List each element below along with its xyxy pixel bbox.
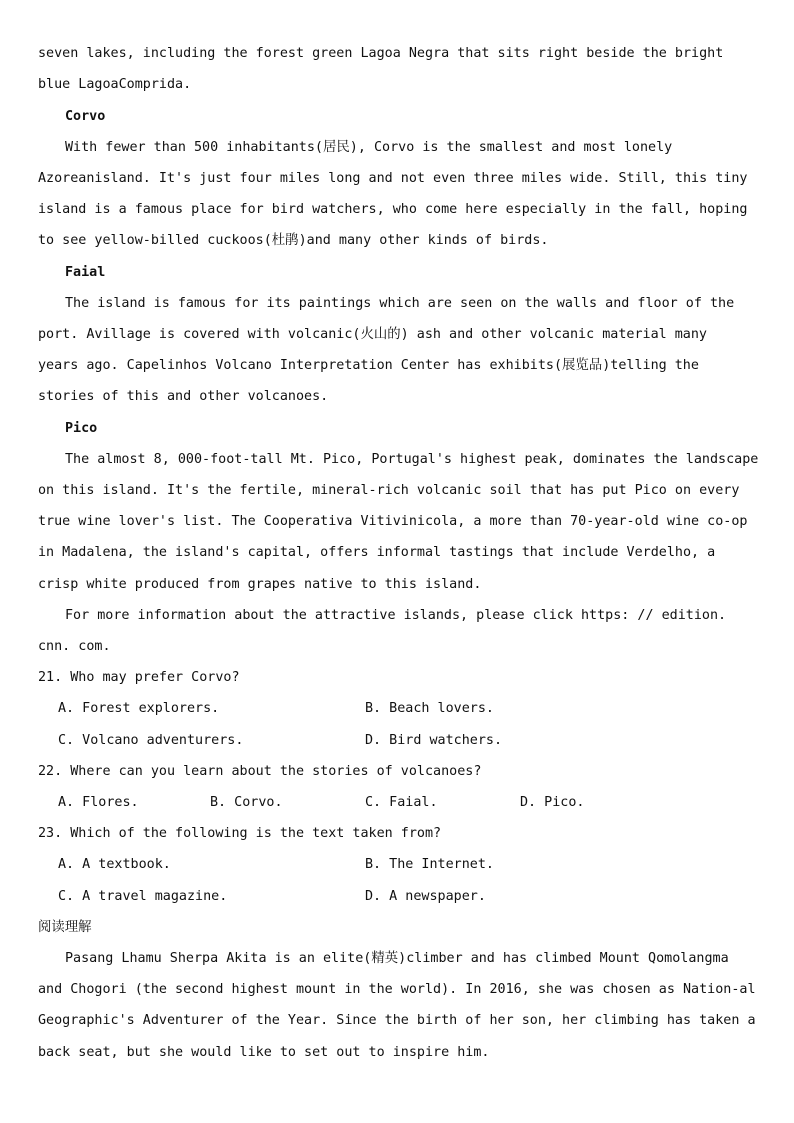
intro-line-1: seven lakes, including the forest green Lagoa Negra that sits right beside the bright bbox=[38, 46, 724, 61]
faial-line-2: port. Avillage is covered with volcanic(火山的) ash and other volcanic material many bbox=[38, 327, 707, 342]
question-21-option-a: A. Forest explorers. bbox=[58, 701, 220, 716]
question-22-option-c: C. Faial. bbox=[365, 795, 438, 810]
section-title: 阅读理解 bbox=[38, 920, 92, 935]
faial-line-4: stories of this and other volcanoes. bbox=[38, 389, 329, 404]
question-21-option-c: C. Volcano adventurers. bbox=[58, 733, 244, 748]
corvo-line-4: to see yellow-billed cuckoos(杜鹃)and many other kinds of birds. bbox=[38, 233, 549, 248]
pico-line-4: in Madalena, the island's capital, offers informal tastings that include Verdelho, a bbox=[38, 545, 716, 560]
question-23-stem: 23. Which of the following is the text taken from? bbox=[38, 826, 442, 841]
pico-line-5: crisp white produced from grapes native to this island. bbox=[38, 577, 482, 592]
faial-line-3: years ago. Capelinhos Volcano Interpretation Center has exhibits(展览品)telling the bbox=[38, 358, 699, 373]
corvo-heading: Corvo bbox=[65, 109, 106, 124]
corvo-line-2: Azoreanisland. It's just four miles long and not even three miles wide. Still, this tiny bbox=[38, 171, 748, 186]
passage2-line-3: Geographic's Adventurer of the Year. Since the birth of her son, her climbing has taken a bbox=[38, 1013, 756, 1028]
question-23-option-a: A. A textbook. bbox=[58, 857, 171, 872]
question-21-option-d: D. Bird watchers. bbox=[365, 733, 503, 748]
question-23-option-c: C. A travel magazine. bbox=[58, 889, 228, 904]
pico-line-1: The almost 8, 000-foot-tall Mt. Pico, Portugal's highest peak, dominates the landscape bbox=[65, 452, 759, 467]
corvo-line-1: With fewer than 500 inhabitants(居民), Corvo is the smallest and most lonely bbox=[65, 140, 673, 155]
question-21-option-b: B. Beach lovers. bbox=[365, 701, 494, 716]
question-22-stem: 22. Where can you learn about the stories of volcanoes? bbox=[38, 764, 482, 779]
passage2-line-1: Pasang Lhamu Sherpa Akita is an elite(精英)climber and has climbed Mount Qomolangma bbox=[65, 951, 729, 966]
question-22-option-a: A. Flores. bbox=[58, 795, 139, 810]
corvo-line-3: island is a famous place for bird watchers, who come here especially in the fall, hoping bbox=[38, 202, 748, 217]
pico-line-3: true wine lover's list. The Cooperativa Vitivinicola, a more than 70-year-old wine co-op bbox=[38, 514, 748, 529]
faial-line-1: The island is famous for its paintings which are seen on the walls and floor of the bbox=[65, 296, 735, 311]
pico-line-2: on this island. It's the fertile, mineral-rich volcanic soil that has put Pico on every bbox=[38, 483, 740, 498]
question-22-option-b: B. Corvo. bbox=[210, 795, 283, 810]
question-23-option-d: D. A newspaper. bbox=[365, 889, 486, 904]
question-22-option-d: D. Pico. bbox=[520, 795, 585, 810]
intro-line-2: blue LagoaComprida. bbox=[38, 77, 192, 92]
passage2-line-2: and Chogori (the second highest mount in the world). In 2016, she was chosen as Nation-al bbox=[38, 982, 756, 997]
pico-heading: Pico bbox=[65, 421, 98, 436]
faial-heading: Faial bbox=[65, 265, 106, 280]
more-info-line-1: For more information about the attractive islands, please click https: // edition. bbox=[65, 608, 727, 623]
question-21-stem: 21. Who may prefer Corvo? bbox=[38, 670, 240, 685]
more-info-line-2: cnn. com. bbox=[38, 639, 111, 654]
question-23-option-b: B. The Internet. bbox=[365, 857, 494, 872]
passage2-line-4: back seat, but she would like to set out to inspire him. bbox=[38, 1045, 490, 1060]
